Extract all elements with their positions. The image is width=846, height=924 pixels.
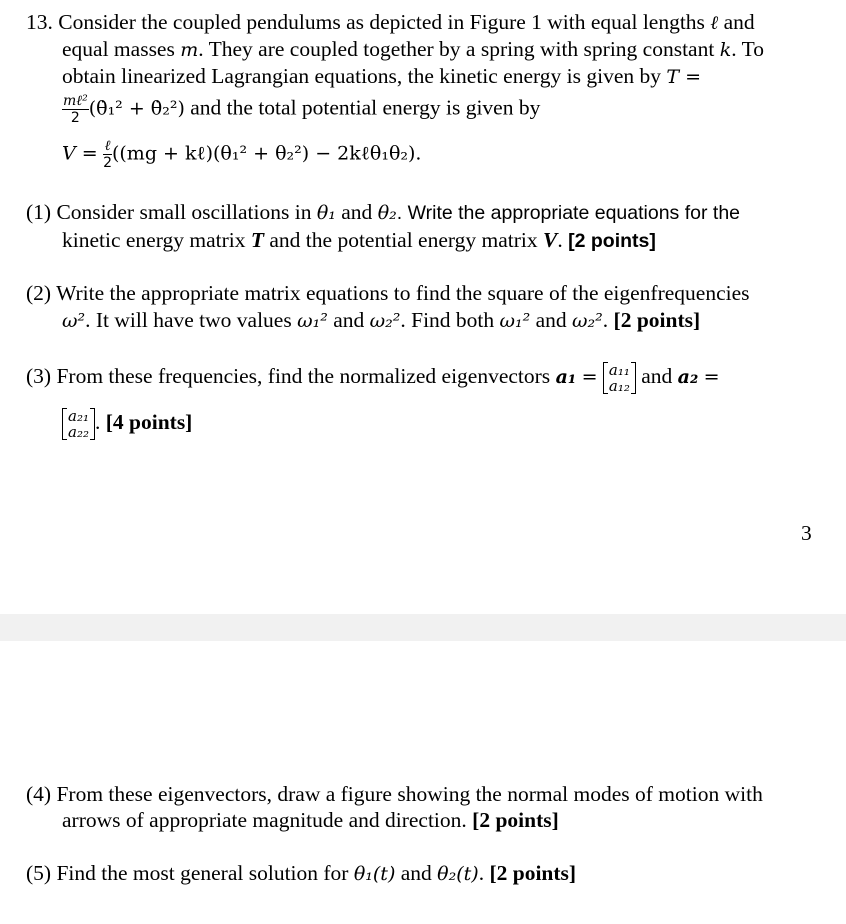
part1-points: [2 points] — [568, 230, 656, 252]
part3-line-1: (3) From these frequencies, find the normalized eigenvectors a₁ = a₁₁ a₁₂ and a₂ = — [26, 361, 720, 395]
part3-line-2: a₂₁ a₂₂ . [4 points] — [62, 408, 192, 440]
part4-label: (4) — [26, 782, 52, 806]
intro-line-1: 13. Consider the coupled pendulums as depicted in Figure 1 with equal lengths ℓ and — [26, 10, 755, 34]
part2-line-1: (2) Write the appropriate matrix equations to find the square of the eigenfrequencies — [26, 281, 750, 305]
part3-points: [4 points] — [105, 409, 193, 434]
part3-label: (3) — [26, 363, 52, 388]
intro-line-3: obtain linearized Lagrangian equations, the kinetic energy is given by T = — [62, 64, 702, 88]
kinetic-energy-formula: $\frac{\text{mℓ²}}{2}$ (θ̇₁² + θ̇₂²) and the total potential energy is given by — [63, 93, 541, 126]
part5-label: (5) — [26, 861, 52, 885]
part2-points: [2 points] — [613, 308, 701, 332]
part1-label: (1) — [26, 200, 52, 224]
eigenvector-a1: a₁₁ a₁₂ — [603, 362, 636, 394]
page-number: 3 — [801, 521, 812, 545]
page-break — [0, 614, 846, 641]
part5-points: [2 points] — [489, 861, 577, 885]
part1-line-2: kinetic energy matrix T and the potential energy matrix V. [2 points] — [62, 228, 656, 252]
problem-number: 13. — [26, 10, 53, 34]
eigenvector-a2: a₂₁ a₂₂ — [62, 408, 95, 440]
potential-fraction: $\frac{\text{ℓ}}{2}$ — [103, 138, 112, 171]
part1-line-1: (1) Consider small oscillations in θ₁ and θ₂. Write the appropriate equations for the — [26, 200, 741, 224]
part2-label: (2) — [26, 281, 52, 305]
part4-line-1: (4) From these eigenvectors, draw a figure showing the normal modes of motion with — [26, 782, 763, 806]
part5-line-1: (5) Find the most general solution for θ₁(t) and θ₂(t). [2 points] — [26, 861, 577, 885]
part4-points: [2 points] — [472, 808, 559, 832]
part2-line-2: ω². It will have two values ω₁² and ω₂². Find both ω₁² and ω₂². [2 points] — [62, 308, 701, 332]
potential-energy-formula: V = $\frac{\text{ℓ}}{2}$ ((mg + kℓ)(θ₁² + θ₂²) − 2kℓθ₁θ₂). — [62, 138, 422, 171]
part4-line-2: arrows of appropriate magnitude and direction. [2 points] — [62, 808, 559, 832]
kinetic-fraction: $\frac{\text{mℓ²}}{2}$ — [63, 93, 88, 126]
intro-line-2: equal masses m. They are coupled together by a spring with spring constant k. To — [62, 37, 764, 61]
